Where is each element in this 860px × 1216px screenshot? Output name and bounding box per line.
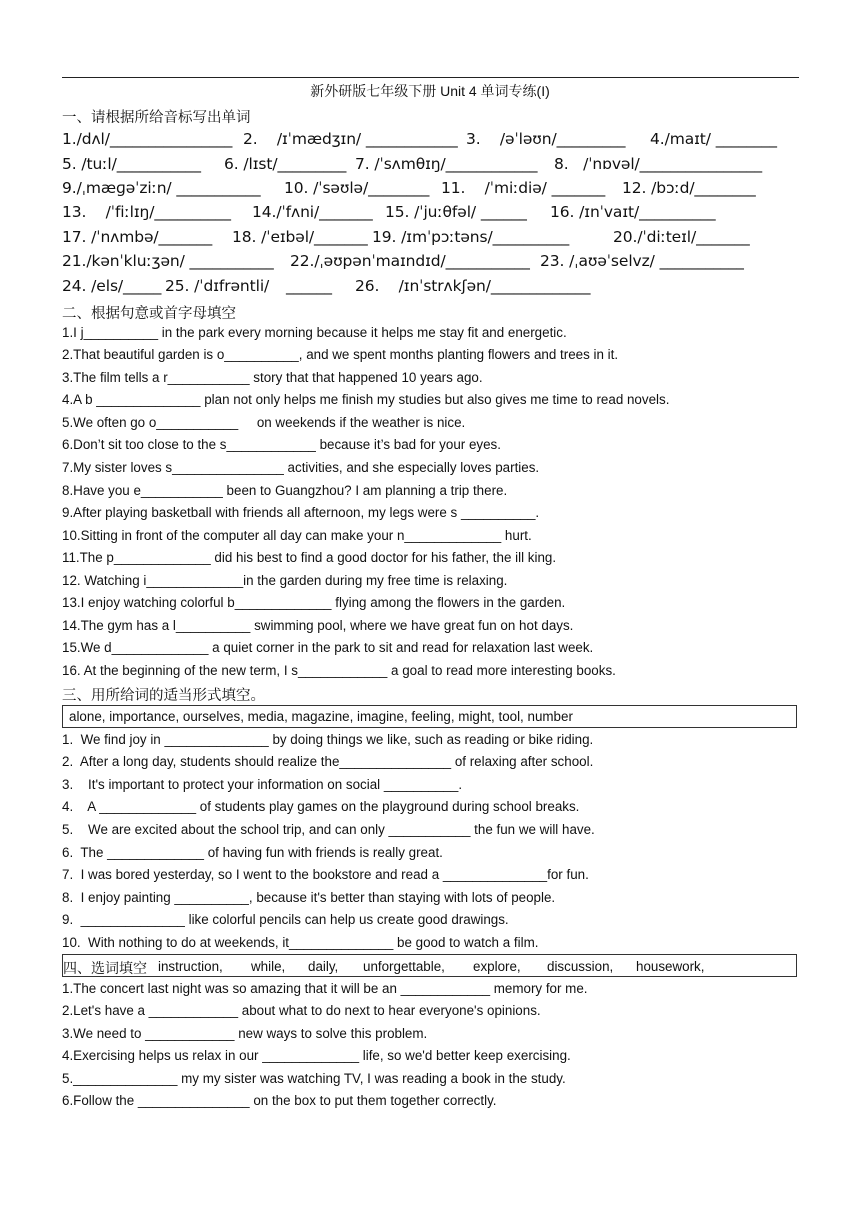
phonetic-item: 6. /lɪst/_________ (224, 155, 347, 173)
sentence-item: 3.We need to ____________ new ways to solve this problem. (62, 1026, 428, 1041)
phonetic-item: 21./kənˈkluːʒən/ ___________ (62, 252, 274, 270)
phonetic-item: 3. /əˈləʊn/_________ (466, 130, 626, 148)
sentence-item: 4.A b ______________ plan not only helps me finish my studies but also gives me time to read novels. (62, 392, 670, 407)
sentence-item: 8. I enjoy painting __________, because it's better than staying with lots of people. (62, 890, 556, 905)
word-box-text: alone, importance, ourselves, media, magazine, imagine, feeling, might, tool, number (69, 709, 573, 724)
sentence-item: 16. At the beginning of the new term, I s____________ a goal to read more interesting books. (62, 663, 616, 678)
sentence-item: 6.Don’t sit too close to the s____________ because it’s bad for your eyes. (62, 437, 501, 452)
sentence-item: 9. ______________ like colorful pencils can help us create good drawings. (62, 912, 509, 927)
sentence-item: 4.Exercising helps us relax in our _____________ life, so we'd better keep exercising. (62, 1048, 571, 1063)
phonetic-item: 19. /ɪmˈpɔːtəns/__________ (372, 228, 570, 246)
phonetic-item: 11. /ˈmiːdiə/ _______ (441, 179, 606, 197)
section4-heading: 四、选词填空 (63, 961, 147, 977)
phonetic-item: 23. /ˌaʊəˈselvz/ ___________ (540, 252, 744, 270)
sentence-item: 15.We d_____________ a quiet corner in the park to sit and read for relaxation last week. (62, 640, 594, 655)
sentence-item: 5.We often go o___________ on weekends if the weather is nice. (62, 415, 466, 430)
phonetic-item: 8. /ˈnɒvəl/________________ (554, 155, 763, 173)
sentence-item: 3. It's important to protect your information on social __________. (62, 777, 463, 792)
phonetic-item: 10. /ˈsəʊlə/________ (284, 179, 430, 197)
choice-word: instruction, (158, 959, 223, 974)
sentence-item: 4. A _____________ of students play games on the playground during school breaks. (62, 799, 580, 814)
sentence-item: 8.Have you e___________ been to Guangzhou? I am planning a trip there. (62, 483, 508, 498)
sentence-item: 2. After a long day, students should realize the_______________ of relaxing after school. (62, 754, 594, 769)
phonetic-item: 4./maɪt/ ________ (650, 130, 777, 148)
choice-word: housework, (636, 959, 705, 974)
phonetic-item: 17. /ˈnʌmbə/_______ (62, 228, 213, 246)
phonetic-item: 2. /ɪˈmædʒɪn/ ____________ (243, 130, 458, 148)
phonetic-item: 16. /ɪnˈvaɪt/__________ (550, 203, 716, 221)
sentence-item: 10. With nothing to do at weekends, it______________ be good to watch a film. (62, 935, 539, 950)
section3-heading: 三、用所给词的适当形式填空。 (62, 688, 265, 704)
sentence-item: 2.Let's have a ____________ about what to do next to hear everyone's opinions. (62, 1003, 541, 1018)
choice-word: while, (251, 959, 286, 974)
sentence-item: 5. We are excited about the school trip, and can only ___________ the fun we will have. (62, 822, 595, 837)
sentence-item: 10.Sitting in front of the computer all day can make your n_____________ hurt. (62, 528, 532, 543)
phonetic-item: 7. /ˈsʌmθɪŋ/____________ (355, 155, 538, 173)
sentence-item: 1.I j__________ in the park every morning because it helps me stay fit and energetic. (62, 325, 567, 340)
choice-word: discussion, (547, 959, 614, 974)
phonetic-item: 9./ˌmæɡəˈziːn/ ___________ (62, 179, 261, 197)
phonetic-item: 24. /els/_____ (62, 277, 162, 295)
sentence-item: 5.______________ my my sister was watching TV, I was reading a book in the study. (62, 1071, 566, 1086)
phonetic-item: 20./ˈdiːteɪl/_______ (613, 228, 750, 246)
sentence-item: 7.My sister loves s_______________ activities, and she especially loves parties. (62, 460, 540, 475)
sentence-item: 6. The _____________ of having fun with friends is really great. (62, 845, 443, 860)
sentence-item: 14.The gym has a l__________ swimming pool, where we have great fun on hot days. (62, 618, 574, 633)
phonetic-item: 18. /ˈeɪbəl/_______ (232, 228, 368, 246)
section2-heading: 二、根据句意或首字母填空 (62, 306, 236, 322)
section4-word-box (62, 954, 797, 977)
phonetic-item: 5. /tuːl/___________ (62, 155, 201, 173)
phonetic-item: 22./ˌəʊpənˈmaɪndɪd/___________ (290, 252, 530, 270)
phonetic-item: 15. /ˈjuːθfəl/ ______ (385, 203, 527, 221)
choice-word: daily, (308, 959, 339, 974)
section1-heading: 一、请根据所给音标写出单词 (62, 110, 251, 126)
sentence-item: 1. We find joy in ______________ by doing things we like, such as reading or bike riding. (62, 732, 594, 747)
sentence-item: 11.The p_____________ did his best to find a good doctor for his father, the ill king. (62, 550, 557, 565)
phonetic-item: 14./ˈfʌni/_______ (252, 203, 373, 221)
page-title: 新外研版七年级下册 Unit 4 单词专练(I) (310, 83, 550, 99)
sentence-item: 1.The concert last night was so amazing that it will be an ____________ memory for me. (62, 981, 588, 996)
phonetic-item: 25. /ˈdɪfrəntli/ (165, 277, 270, 295)
phonetic-item: 1./dʌl/________________ (62, 130, 233, 148)
word-box (62, 705, 797, 728)
choice-word: unforgettable, (363, 959, 445, 974)
sentence-item: 12. Watching i_____________in the garden during my free time is relaxing. (62, 573, 508, 588)
phonetic-item: ______ (286, 277, 332, 295)
sentence-item: 7. I was bored yesterday, so I went to the bookstore and read a ______________for fun. (62, 867, 589, 882)
phonetic-item: 12. /bɔːd/________ (622, 179, 756, 197)
header-rule (62, 77, 799, 78)
choice-word: explore, (473, 959, 521, 974)
sentence-item: 6.Follow the _______________ on the box to put them together correctly. (62, 1093, 497, 1108)
sentence-item: 9.After playing basketball with friends all afternoon, my legs were s __________. (62, 505, 540, 520)
sentence-item: 13.I enjoy watching colorful b_____________ flying among the flowers in the garden. (62, 595, 566, 610)
phonetic-item: 26. /ɪnˈstrʌkʃən/_____________ (355, 277, 591, 295)
sentence-item: 2.That beautiful garden is o__________, and we spent months planting flowers and trees in it. (62, 347, 619, 362)
phonetic-item: 13. /ˈfiːlɪŋ/__________ (62, 203, 231, 221)
sentence-item: 3.The film tells a r___________ story that that happened 10 years ago. (62, 370, 483, 385)
